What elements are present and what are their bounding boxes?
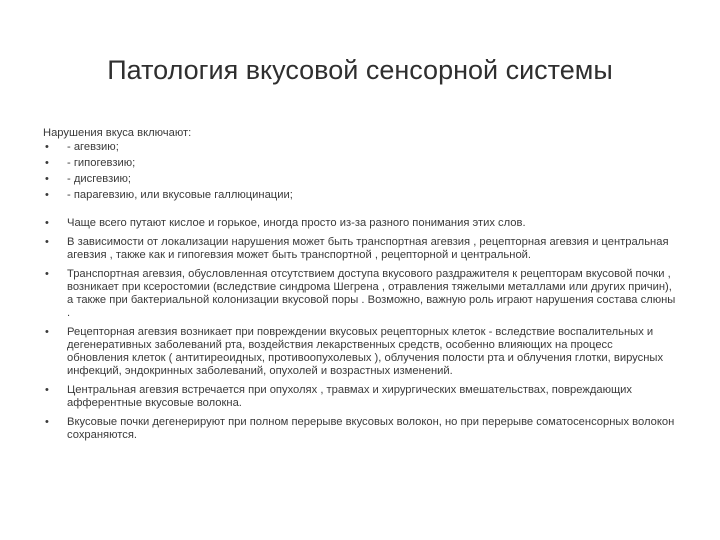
list-item (43, 189, 683, 202)
taste-disorders-list (43, 141, 683, 202)
list-item-text: - агевзию; (67, 141, 119, 153)
bullet-icon: • (45, 268, 49, 280)
list-item-text: Чаще всего путают кислое и горькое, иногда просто из-за разного понимания этих слов. (67, 217, 526, 229)
list-item-text: - дисгевзию; (67, 173, 131, 185)
list-item-text: Вкусовые почки дегенерируют при полном перерыве вкусовых волокон, но при перерыве соматосенсорных волокон сохраняются. (67, 416, 675, 441)
list-item (43, 326, 683, 378)
list-item (43, 236, 683, 262)
list-item (43, 384, 683, 410)
bullet-icon: • (45, 416, 49, 428)
list-item-text: - гипогевзию; (67, 157, 136, 169)
intro-text: Нарушения вкуса включают: (43, 127, 192, 139)
list-item-text: - парагевзию, или вкусовые галлюцинации; (67, 189, 293, 201)
list-item (43, 217, 683, 230)
slide-title: Патология вкусовой сенсорной системы (107, 55, 613, 85)
bullet-icon: • (45, 236, 49, 248)
spacer (43, 205, 683, 217)
list-item-text: В зависимости от локализации нарушения может быть транспортная агевзия , рецепторная агевзия и центральная агевзия , также как и гипогевзия может быть транспортной , рецепторной и центральной. (67, 236, 669, 261)
bullet-icon: • (45, 141, 49, 153)
list-item (43, 173, 683, 186)
bullet-icon: • (45, 326, 49, 338)
list-item-text: Рецепторная агевзия возникает при повреждении вкусовых рецепторных клеток - вследствие воспалительных и дегенеративных заболеваний рта, воздействия лекарственных средств, особенно влияющих на процесс обновления клеток ( антитиреоидных, противоопухолевых ), облучения полости рта и облучения глотки, вирусных инфекций, эндокринных заболеваний, опухолей и возрастных изменений. (67, 326, 664, 377)
details-list (43, 217, 683, 442)
list-item (43, 157, 683, 170)
list-item (43, 416, 683, 442)
bullet-icon: • (45, 217, 49, 229)
bullet-icon: • (45, 157, 49, 169)
list-item (43, 141, 683, 154)
list-item-text: Транспортная агевзия, обусловленная отсутствием доступа вкусового раздражителя к рецепторам вкусовой почки , возникает при ксеростомии (вследствие синдрома Шегрена , отравления тяжелыми металлами или других причин), а также при бактериальной колонизации вкусовой поры . Возможно, важную роль играют нарушения состава слюны . (67, 268, 676, 319)
bullet-icon: • (45, 189, 49, 201)
list-item-text: Центральная агевзия встречается при опухолях , травмах и хирургических вмешательствах, повреждающих афферентные вкусовые волокна. (67, 384, 633, 409)
bullet-icon: • (45, 384, 49, 396)
slide-body (43, 127, 683, 448)
list-item (43, 268, 683, 320)
bullet-icon: • (45, 173, 49, 185)
